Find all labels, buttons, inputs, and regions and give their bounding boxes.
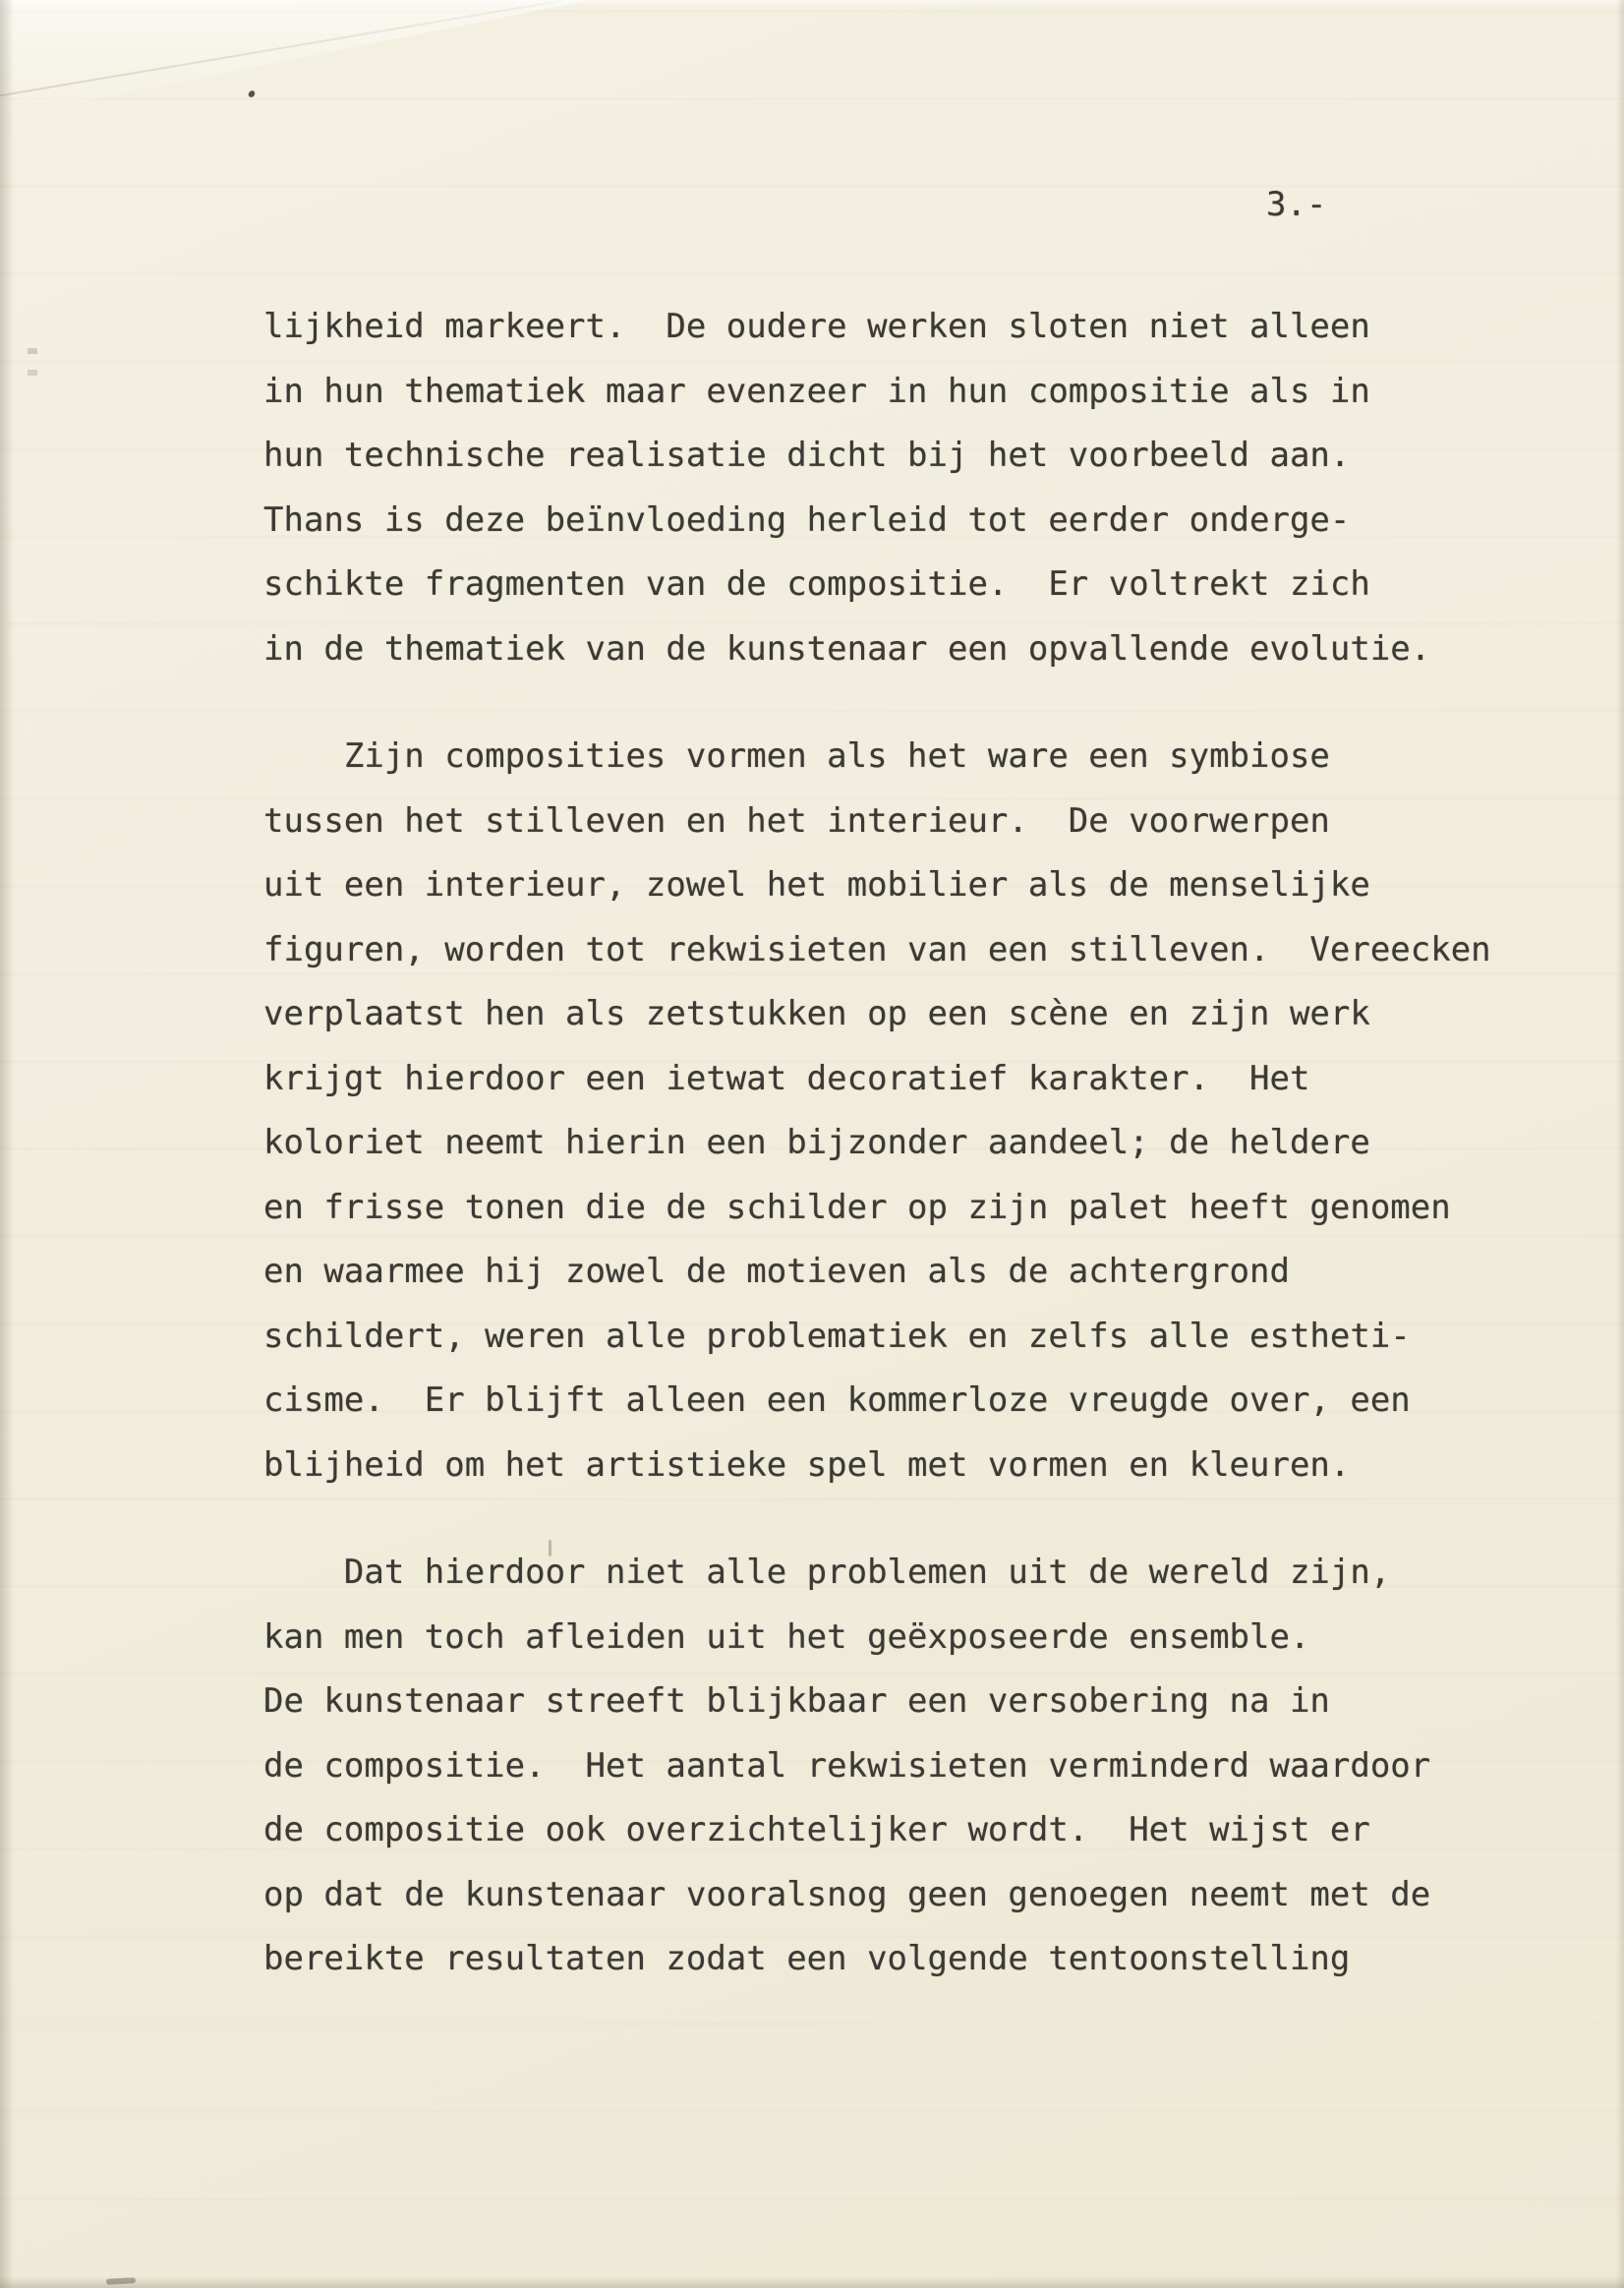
- text-line: de compositie. Het aantal rekwisieten verminderd waardoor: [263, 1745, 1431, 1786]
- text-line: in de thematiek van de kunstenaar een opvallende evolutie.: [263, 628, 1431, 669]
- text-line: lijkheid markeert. De oudere werken sloten niet alleen: [263, 307, 1370, 346]
- paragraph: [263, 1541, 1541, 1992]
- paper-crease-line: [0, 0, 562, 98]
- paper-crease: [0, 0, 590, 118]
- bottom-edge-mark: [106, 2277, 136, 2285]
- paragraph: [263, 725, 1541, 1497]
- text-line: Dat hierdoor niet alle problemen uit de wereld zijn,: [263, 1553, 1391, 1592]
- text-line: de compositie ook overzichtelijker wordt. Het wijst er: [263, 1810, 1370, 1849]
- margin-smudge: [28, 348, 37, 381]
- text-line: verplaatst hen als zetstukken op een scène en zijn werk: [263, 994, 1370, 1033]
- text-line: tussen het stilleven en het interieur. De voorwerpen: [263, 800, 1330, 841]
- paper-edge-top: [0, 0, 1624, 7]
- text-line: blijheid om het artistieke spel met vormen en kleuren.: [263, 1444, 1351, 1485]
- paragraph: [263, 295, 1541, 681]
- text-line: kan men toch afleiden uit het geëxposeerde ensemble.: [263, 1616, 1310, 1657]
- text-line: koloriet neemt hierin een bijzonder aandeel; de heldere: [263, 1123, 1370, 1162]
- text-line: Zijn composities vormen als het ware een symbiose: [263, 736, 1330, 776]
- text-line: Thans is deze beïnvloeding herleid tot eerder onderge-: [263, 499, 1351, 540]
- page-number: 3.-: [1266, 185, 1327, 224]
- text-line: krijgt hierdoor een ietwat decoratief karakter. Het: [263, 1058, 1310, 1098]
- text-line: en frisse tonen die de schilder op zijn palet heeft genomen: [263, 1187, 1451, 1227]
- text-line: uit een interieur, zowel het mobilier als de menselijke: [263, 865, 1370, 905]
- text-line: bereikte resultaten zodat een volgende tentoonstelling: [263, 1939, 1351, 1978]
- text-line: figuren, worden tot rekwisieten van een stilleven. Vereecken: [263, 929, 1491, 969]
- document-body: [263, 295, 1541, 2035]
- text-line: schildert, weren alle problematiek en zelfs alle estheti-: [263, 1316, 1411, 1356]
- text-line: op dat de kunstenaar vooralsnog geen genoegen neemt met de: [263, 1874, 1431, 1914]
- paper-edge-left: [0, 0, 14, 2288]
- text-line: in hun thematiek maar evenzeer in hun compositie als in: [263, 371, 1370, 411]
- text-line: De kunstenaar streeft blijkbaar een versobering na in: [263, 1681, 1330, 1721]
- paper-edge-bottom: [0, 2276, 1624, 2288]
- paper-edge-right: [1616, 0, 1624, 2288]
- text-line: cisme. Er blijft alleen een kommerloze vreugde over, een: [263, 1380, 1411, 1420]
- text-line: hun technische realisatie dicht bij het voorbeeld aan.: [263, 436, 1351, 475]
- text-line: en waarmee hij zowel de motieven als de achtergrond: [263, 1252, 1290, 1291]
- ink-speck: [248, 89, 256, 98]
- text-line: schikte fragmenten van de compositie. Er voltrekt zich: [263, 564, 1370, 604]
